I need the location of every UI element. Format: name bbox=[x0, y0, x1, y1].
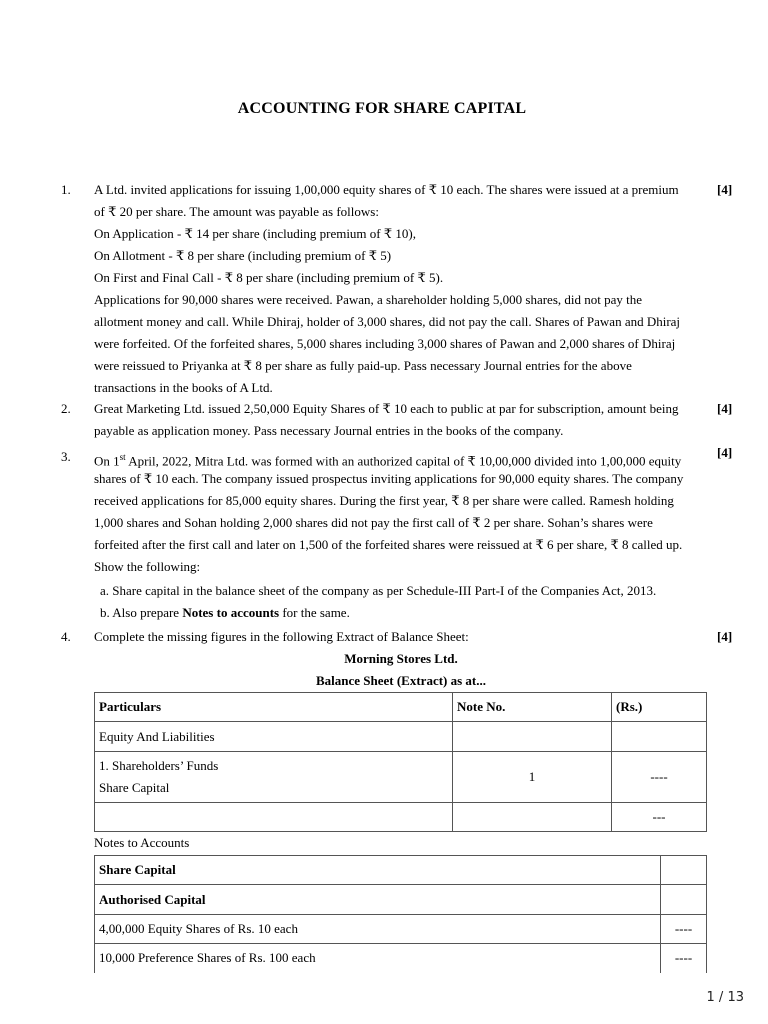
sub-item-b bbox=[94, 602, 708, 624]
table-row bbox=[95, 752, 707, 803]
text-line bbox=[94, 446, 708, 468]
table-cell: Equity And Liabilities bbox=[95, 722, 453, 752]
table-header-row bbox=[95, 693, 707, 722]
table-cell bbox=[453, 803, 612, 832]
table-row bbox=[95, 722, 707, 752]
text-line: 1,000 shares and Sohan holding 2,000 shares did not pay the first call of ₹ 2 per share. Sohan’s shares were bbox=[94, 515, 653, 530]
table-cell: 4,00,000 Equity Shares of Rs. 10 each bbox=[95, 915, 661, 944]
marks-label: [4] bbox=[717, 445, 733, 460]
text-line: On First and Final Call - ₹ 8 per share (including premium of ₹ 5). bbox=[94, 270, 444, 285]
text-line: forfeited after the first call and later on 1,500 of the forfeited shares were reissued at ₹ 6 per share, ₹ 8 called up. bbox=[94, 537, 683, 552]
company-name: Morning Stores Ltd. bbox=[344, 651, 458, 666]
text-fragment: April, 2022, Mitra Ltd. was formed with an authorized capital of ₹ 10,00,000 divided into 1,00,000 equity bbox=[125, 453, 682, 469]
table-cell bbox=[661, 885, 707, 915]
text-line: On Allotment - ₹ 8 per share (including premium of ₹ 5) bbox=[94, 248, 392, 263]
text-line: transactions in the books of A Ltd. bbox=[94, 380, 273, 395]
text-line: received applications for 85,000 equity shares. During the first year, ₹ 8 per share were called. Ramesh holding bbox=[94, 493, 674, 508]
text-line: A Ltd. invited applications for issuing 1,00,000 equity shares of ₹ 10 each. The shares were issued at a premium bbox=[94, 182, 679, 197]
table-cell bbox=[453, 722, 612, 752]
text-line: On Application - ₹ 14 per share (including premium of ₹ 10), bbox=[94, 226, 416, 241]
table-cell bbox=[95, 803, 453, 832]
question-text bbox=[94, 446, 708, 624]
table-cell: 10,000 Preference Shares of Rs. 100 each bbox=[95, 944, 661, 973]
header-particulars: Particulars bbox=[95, 693, 453, 722]
header-note-no: Note No. bbox=[453, 693, 612, 722]
question-text bbox=[94, 626, 708, 692]
table-cell bbox=[95, 752, 453, 803]
question-text bbox=[94, 398, 708, 442]
page-indicator: 1 / 13 bbox=[706, 990, 744, 1005]
table-cell: ---- bbox=[612, 752, 707, 803]
question-text bbox=[94, 179, 708, 399]
superscript: st bbox=[119, 452, 126, 462]
question-number: 3. bbox=[61, 449, 71, 464]
table-row bbox=[95, 856, 707, 885]
text-line: shares of ₹ 10 each. The company issued prospectus inviting applications for 90,000 equity shares. The company bbox=[94, 471, 684, 486]
question-number: 1. bbox=[61, 182, 71, 197]
marks-label: [4] bbox=[717, 629, 733, 644]
notes-to-accounts-label: Notes to Accounts bbox=[94, 835, 190, 850]
table-row bbox=[95, 803, 707, 832]
text-line: payable as application money. Pass necessary Journal entries in the books of the company. bbox=[94, 423, 564, 438]
text-fragment: for the same. bbox=[279, 605, 350, 620]
table-cell: --- bbox=[612, 803, 707, 832]
text-line: Complete the missing figures in the following Extract of Balance Sheet: bbox=[94, 629, 469, 644]
table-cell: 1 bbox=[453, 752, 612, 803]
page-title: ACCOUNTING FOR SHARE CAPITAL bbox=[237, 100, 527, 117]
table-row bbox=[95, 885, 707, 915]
text-fragment: On 1 bbox=[94, 453, 120, 469]
text-line: allotment money and call. While Dhiraj, holder of 3,000 shares, did not pay the call. Shares of Pawan and Dhiraj bbox=[94, 314, 681, 329]
marks-label: [4] bbox=[717, 401, 733, 416]
table-cell: ---- bbox=[661, 944, 707, 973]
question-number: 2. bbox=[61, 401, 71, 416]
bold-text: Notes to accounts bbox=[182, 605, 280, 620]
cell-line: Share Capital bbox=[99, 780, 170, 795]
marks-label: [4] bbox=[717, 182, 733, 197]
text-line: were reissued to Priyanka at ₹ 8 per share as fully paid-up. Pass necessary Journal entries for the above bbox=[94, 358, 632, 373]
table-row bbox=[95, 944, 707, 973]
text-line: Applications for 90,000 shares were received. Pawan, a shareholder holding 5,000 shares, did not pay the bbox=[94, 292, 643, 307]
table-cell: Authorised Capital bbox=[95, 885, 661, 915]
table-row bbox=[95, 915, 707, 944]
text-line: of ₹ 20 per share. The amount was payable as follows: bbox=[94, 204, 379, 219]
header-amount: (Rs.) bbox=[612, 693, 707, 722]
text-line: were forfeited. Of the forfeited shares, 5,000 shares including 3,000 shares of Pawan and 2,000 shares of Dhiraj bbox=[94, 336, 676, 351]
text-fragment: b. Also prepare bbox=[100, 605, 183, 620]
notes-table bbox=[94, 855, 707, 973]
table-cell: Share Capital bbox=[95, 856, 661, 885]
table-cell bbox=[661, 856, 707, 885]
cell-line: 1. Shareholders’ Funds bbox=[99, 758, 219, 773]
sub-item-a: a. Share capital in the balance sheet of the company as per Schedule-III Part-I of the Companies Act, 2013. bbox=[100, 583, 657, 598]
question-number: 4. bbox=[61, 629, 71, 644]
text-line: Great Marketing Ltd. issued 2,50,000 Equity Shares of ₹ 10 each to public at par for subscription, amount being bbox=[94, 401, 679, 416]
balance-sheet-table bbox=[94, 692, 707, 832]
text-line: Show the following: bbox=[94, 559, 201, 574]
table-cell bbox=[612, 722, 707, 752]
balance-sheet-title: Balance Sheet (Extract) as at... bbox=[315, 673, 487, 688]
table-cell: ---- bbox=[661, 915, 707, 944]
